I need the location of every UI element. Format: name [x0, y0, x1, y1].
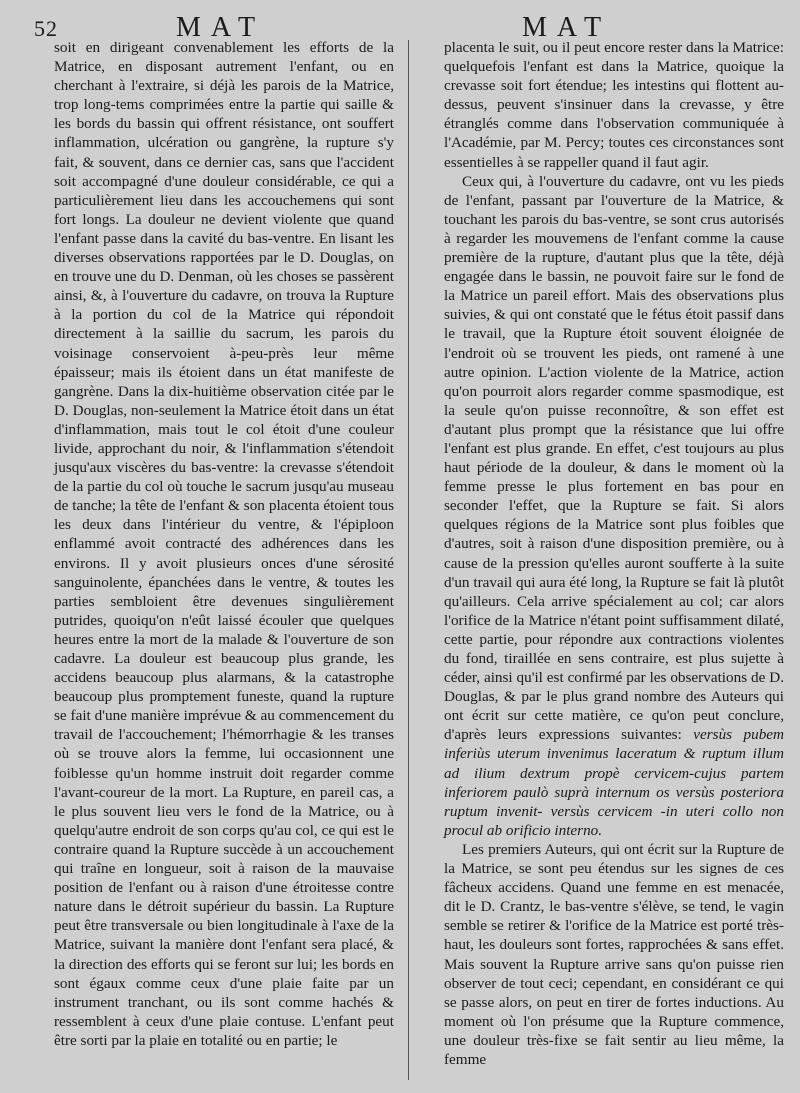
running-head-left: MAT [176, 12, 266, 43]
page-number: 52 [34, 16, 58, 41]
running-head-right: MAT [522, 12, 612, 43]
latin-quotation: versùs pubem inferiùs uterum invenimus laceratum & ruptum illum ad ilium dextrum propè cervicem-cujus partem inferiorem paulò suprà internum os versùs posteriora ruptum invenit- versùs cervicem -in uteri collo non procul ab orificio interno. [444, 726, 784, 839]
paragraph-text: Ceux qui, à l'ouverture du cadavre, ont vu les pieds de l'enfant, passant par l'ouverture de la Matrice, & touchant les parois du bas-ventre, se sont crus autorisés à regarder les mouvemens de l'enfant comme la cause première de la rupture, d'autant plus que la tête, déjà engagée dans le bassin, ne pouvoit faire sur le fond de la Matrice un pareil effort. Mais des observations plus suivies, & qui ont constaté que le fétus étoit passif dans le travail, que la Rupture étoit souvent éloignée de l'endroit où se trouvent les pieds, ont ramené à une autre opinion. L'action violente de la Matrice, action qu'on pourroit alors regarder comme spasmodique, est la seule qu'on puisse reconnoître, & son effet est d'autant plus prompt que la résistance que lui offre l'enfant est plus grande. En effet, c'est toujours au plus haut période de la douleur, & dans le moment où la femme presse le plus fortement en bas pour en seconder l'effet, que la Rupture se fait. Si alors quelques régions de la Matrice sont plus foibles que d'autres, soit à raison d'une disposition première, ou à cause de la pression qu'elles auront soufferte à la suite d'un travail qui aura été long, la Rupture se fait là plutôt qu'ailleurs. Cela arrive spécialement au col; car alors l'orifice de la Matrice n'étant point suffisamment dilaté, cette partie, pour répondre aux contractions violentes du fond, tiraillée en sens contraire, est plus sujette à céder, ainsi qu'il est confirmé par les observations de D. Douglas, & par le plus grand nombre des Auteurs qui ont écrit sur cette matière, ce qu'on peut conclure, d'après leurs expressions suivantes: [444, 172, 784, 744]
paragraph: Les premiers Auteurs, qui ont écrit sur la Rupture de la Matrice, se sont peu étendus sur les signes de ces fâcheux accidens. Quand une femme en est menacée, dit le D. Crantz, le bas-ventre s'élève, se tend, le vagin semble se retirer & l'orifice de la Matrice est porté très-haut, les douleurs sont fortes, rapprochées & sans effet. Mais souvent la Rupture arrive sans qu'on puisse rien observer de tout ceci; cependant, en considérant ce qui se passe alors, on peut en tirer de fortes inductions. Au moment où l'on présume que la Rupture commence, une douleur très-fixe se fait sentir au lieu même, la femme [444, 840, 784, 1068]
paragraph: soit en dirigeant convenablement les efforts de la Matrice, en disposant autrement l'enfant, ou en cherchant à l'extraire, si déjà les parois de la Matrice, trop long-tems comprimées entre la partie qui saille & les bords du bassin qui offrent résistance, ont souffert inflammation, ulcération ou gangrène, la rupture s'y fait, & souvent, dans ce dernier cas, sans que l'accident soit accompagné d'une douleur considérable, ce qui a particulièrement lieu dans les accouchemens qui sont fort longs. La douleur ne devient violente que quand l'enfant passe dans la cavité du bas-ventre. En lisant les diverses observations rapportées par le D. Douglas, on en trouve une du D. Denman, où les choses se passèrent ainsi, &, à l'ouverture du cadavre, on trouva la Rupture à la portion du col de la Matrice qui répondoit directement à la saillie du sacrum, les parois du voisinage conservoient à-peu-près leur même épaisseur; mais ils étoient dans un état manifeste de gangrène. Dans la dix-huitième observation citée par le D. Douglas, non-seulement la Matrice étoit dans un état d'inflammation, mais tout le col étoit d'une couleur livide, approchant du noir, & l'inflammation s'étendoit jusqu'aux viscères du bas-ventre: la crevasse s'étendoit de la partie du col où touche le sacrum jusqu'au museau de tanche; la tête de l'enfant & son placenta étoient tous les deux dans l'intérieur du ventre, & l'épiploon enflammé avoit contracté des adhérences dans les environs. Il y avoit plusieurs onces d'une sérosité sanguinolente, épanchées dans le ventre, & toutes les parties sembloient être devenues singulièrement putrides, quoiqu'on n'eût laissé écouler que quelques heures entre la mort de la malade & l'ouverture de son cadavre. La douleur est beaucoup plus grande, les accidens beaucoup plus alarmans, & la catastrophe beaucoup plus promptement funeste, quand la rupture se fait d'une manière imprévue & au commencement du travail de l'accouchement; l'hémorrhagie & les transes où se trouve alors la femme, lui occasionnent une foiblesse qu'un homme instruit doit regarder comme l'avant-coureur de la mort. La Rupture, en pareil cas, a le plus souvent lieu vers le fond de la Matrice, ou à quelqu'autre endroit de son corps qu'au col, ce qui est le contraire quand la Rupture succède à un accouchement qui traîne en longueur, soit à raison de la mauvaise position de l'enfant ou à raison d'une étroitesse contre nature dans le détroit supérieur du bassin. La Rupture peut être transversale ou bien longitudinale à l'axe de la Matrice, suivant la manière dont l'enfant sera placé, & la direction des efforts qui se feront sur lui; les bords en sont égaux comme ceux d'une plaie faite par un instrument tranchant, ou ils sont comme hachés & ressemblent à ceux d'une plaie contuse. L'enfant peut être sorti par la plaie en totalité ou en partie; le [54, 39, 394, 1049]
left-column [54, 38, 394, 1069]
text-columns [54, 38, 784, 1069]
paragraph: placenta le suit, ou il peut encore rester dans la Matrice: quelquefois l'enfant est dans la Matrice, quoique la crevasse soit fort étendue; les intestins qui flottent au-dessus, peuvent s'insinuer dans la crevasse, y être étranglés comme dans l'observation communiquée à l'Académie, par M. Percy; toutes ces circonstances sont essentielles à se rappeller quand il faut agir. [444, 39, 784, 171]
paragraph [444, 172, 784, 840]
right-column [444, 38, 784, 1069]
page-header [0, 8, 800, 42]
